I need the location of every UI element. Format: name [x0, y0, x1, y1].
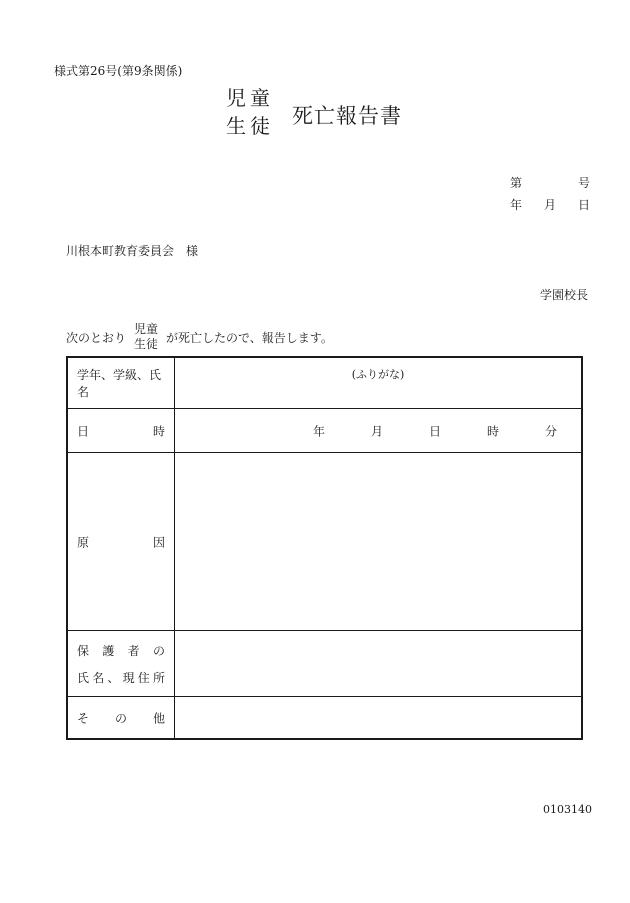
unit-month: 月 [370, 424, 383, 438]
label-char: 現 [122, 670, 135, 685]
datetime-field[interactable] [175, 409, 581, 452]
title-type-jido: 児童 [226, 86, 274, 110]
document-date-line [510, 196, 590, 213]
other-field[interactable] [175, 697, 581, 738]
label-char: 時 [152, 424, 165, 438]
label-cell-name [68, 358, 175, 408]
label-cause [77, 533, 165, 550]
date-year: 年 [510, 198, 523, 212]
document-code: 0103140 [543, 803, 592, 816]
intro-option-jido: 児童 [134, 322, 159, 336]
number-gou: 号 [577, 176, 590, 190]
label-char: の [152, 643, 165, 658]
intro-sentence [66, 322, 333, 352]
table-row-name [68, 358, 581, 409]
datetime-units [313, 422, 557, 439]
label-char: 、 [107, 670, 120, 685]
intro-student-type [134, 322, 158, 352]
label-char: 名 [92, 670, 105, 685]
label-char: 原 [77, 535, 90, 549]
date-month: 月 [543, 198, 556, 212]
table-row-guardian [68, 631, 581, 697]
label-char: 日 [77, 424, 90, 438]
label-char: 因 [152, 535, 165, 549]
label-guardian-line1 [77, 642, 165, 659]
form-number: 様式第26号(第9条関係) [54, 64, 183, 78]
label-char: 氏 [77, 670, 90, 685]
label-cell-other [68, 697, 175, 738]
date-day: 日 [577, 198, 590, 212]
guardian-field[interactable] [175, 631, 581, 696]
sender: 学園校長 [539, 288, 588, 302]
table-row-cause [68, 453, 581, 631]
table-row-other [68, 697, 581, 738]
label-guardian-line2 [77, 669, 165, 686]
name-field[interactable] [175, 358, 581, 408]
unit-year: 年 [313, 424, 326, 438]
label-other [77, 709, 165, 726]
furigana-label: (ふりがな) [351, 368, 405, 381]
label-cell-guardian [68, 631, 175, 696]
label-datetime [77, 422, 165, 439]
unit-minute: 分 [544, 424, 557, 438]
label-char: 者 [127, 643, 140, 658]
label-cell-datetime [68, 409, 175, 452]
title-student-type [226, 84, 274, 140]
label-char: そ [77, 711, 90, 725]
label-char: の [114, 711, 127, 725]
label-char: 他 [152, 711, 165, 725]
cause-field[interactable] [175, 453, 581, 630]
report-form-table [66, 356, 583, 740]
document-number-line [510, 174, 590, 191]
title-type-seito: 生徒 [226, 114, 274, 138]
page-title: 死亡報告書 [292, 104, 402, 128]
label-char: 住 [137, 670, 150, 685]
unit-hour: 時 [486, 424, 499, 438]
label-char: 保 [77, 643, 90, 658]
label-grade-class-name: 学年、学級、氏名 [77, 368, 162, 399]
label-char: 護 [102, 643, 115, 658]
intro-before: 次のとおり [66, 330, 127, 345]
label-guardian [77, 642, 165, 686]
intro-after: が死亡したので、報告します。 [166, 330, 333, 345]
number-dai: 第 [510, 176, 523, 190]
addressee: 川根本町教育委員会 様 [66, 244, 199, 258]
label-cell-cause [68, 453, 175, 630]
intro-option-seito: 生徒 [134, 337, 159, 351]
table-row-datetime [68, 409, 581, 453]
label-char: 所 [152, 670, 165, 685]
unit-day: 日 [428, 424, 441, 438]
